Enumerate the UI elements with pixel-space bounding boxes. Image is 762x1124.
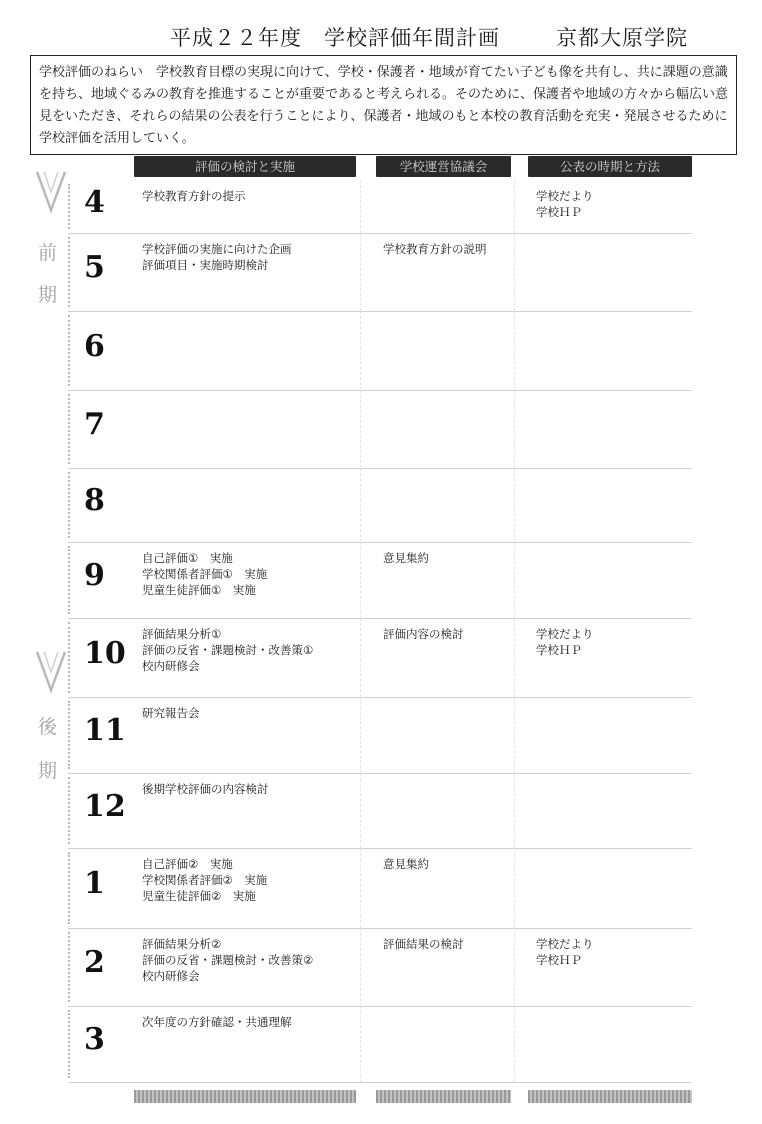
column-divider: [360, 233, 361, 311]
row-divider: [68, 394, 70, 464]
month-label: 7: [84, 407, 105, 442]
row-divider: [68, 701, 70, 769]
cell-line: 学校だより: [536, 189, 594, 203]
second-half-chevron-icon: [34, 650, 68, 694]
cell-line: 自己評価② 実施: [142, 857, 233, 871]
column-divider: [514, 697, 515, 773]
month-label: 10: [84, 635, 126, 671]
cell-line: 意見集約: [383, 857, 429, 871]
row-divider: [68, 622, 70, 693]
cell-line: 学校だより: [536, 937, 594, 951]
column-divider: [360, 542, 361, 618]
column-divider: [360, 928, 361, 1006]
column-divider: [514, 618, 515, 697]
evaluation-cell: [142, 626, 313, 674]
footer-bar: [528, 1090, 692, 1103]
row-divider: [68, 932, 70, 1002]
evaluation-cell: [142, 188, 246, 204]
schedule-row: [68, 848, 692, 929]
first-half-label-2: 期: [38, 284, 58, 306]
column-header-publication: 公表の時期と方法: [528, 156, 692, 177]
row-divider: [68, 1010, 70, 1078]
evaluation-aim-text: 学校評価のねらい 学校教育目標の実現に向けて、学校・保護者・地域が育てたい子ども像を共有し、共に課題の意識を持ち、地域ぐるみの教育を推進することが重要であると考えられる。そのために、保護者や地域の方々から幅広い意見をいただき、それらの結果の公表を行うことにより、保護者・地域のもと本校の教育活動を充実・発展させるために学校評価を活用していく。: [39, 65, 729, 146]
column-header-evaluation: 評価の検討と実施: [134, 156, 356, 177]
publication-cell: [536, 626, 594, 658]
row-divider: [68, 546, 70, 614]
schedule-row: [68, 542, 692, 619]
schedule-row: [68, 773, 692, 849]
column-divider: [360, 618, 361, 697]
council-cell: [383, 626, 464, 642]
month-label: 11: [84, 713, 126, 748]
second-half-label-1: 後: [38, 716, 58, 738]
column-divider: [514, 468, 515, 542]
column-divider: [514, 180, 515, 233]
evaluation-cell: [142, 550, 267, 598]
cell-line: 学校ＨＰ: [536, 643, 582, 657]
column-header-council: 学校運営協議会: [376, 156, 511, 177]
cell-line: 評価の反省・課題検討・改善策②: [142, 953, 314, 967]
evaluation-cell: [142, 856, 267, 904]
school-name: 京都大原学院: [556, 26, 688, 50]
cell-line: 評価内容の検討: [383, 627, 464, 641]
column-divider: [360, 697, 361, 773]
schedule-row: [68, 390, 692, 469]
month-label: 2: [84, 945, 105, 980]
schedule-row: [68, 468, 692, 543]
cell-line: 学校評価の実施に向けた企画: [142, 242, 292, 256]
month-label: 12: [84, 788, 126, 824]
month-label: 5: [84, 250, 105, 285]
council-cell: [383, 241, 487, 257]
month-label: 4: [84, 184, 105, 220]
evaluation-cell: [142, 936, 313, 984]
cell-line: 意見集約: [383, 551, 429, 565]
column-divider: [360, 390, 361, 468]
month-label: 9: [84, 558, 105, 593]
month-label: 8: [84, 483, 105, 518]
column-divider: [514, 928, 515, 1006]
column-divider: [360, 311, 361, 390]
first-half-chevron-icon: [34, 170, 68, 214]
evaluation-aim-box: [30, 55, 737, 155]
cell-line: 校内研修会: [142, 969, 200, 983]
first-half-label-1: 前: [38, 242, 58, 264]
schedule-row: [68, 311, 692, 391]
cell-line: 評価結果分析①: [142, 627, 222, 641]
publication-cell: [536, 188, 594, 220]
row-divider: [68, 315, 70, 386]
column-divider: [514, 773, 515, 848]
month-label: 6: [84, 328, 105, 364]
footer-bar: [134, 1090, 356, 1103]
column-divider: [514, 542, 515, 618]
cell-line: 学校関係者評価② 実施: [142, 873, 268, 887]
cell-line: 評価結果分析②: [142, 937, 222, 951]
council-cell: [383, 856, 429, 872]
cell-line: 自己評価① 実施: [142, 551, 233, 565]
row-divider: [68, 852, 70, 924]
cell-line: 学校ＨＰ: [536, 205, 582, 219]
schedule-row: [68, 697, 692, 774]
column-divider: [514, 311, 515, 390]
cell-line: 学校だより: [536, 627, 594, 641]
council-cell: [383, 550, 429, 566]
cell-line: 後期学校評価の内容検討: [142, 782, 269, 796]
column-divider: [514, 233, 515, 311]
cell-line: 学校関係者評価① 実施: [142, 567, 268, 581]
schedule-row: [68, 233, 692, 312]
column-divider: [514, 390, 515, 468]
cell-line: 研究報告会: [142, 706, 200, 720]
publication-cell: [536, 936, 594, 968]
column-divider: [360, 1006, 361, 1082]
column-divider: [514, 848, 515, 928]
cell-line: 評価の反省・課題検討・改善策①: [142, 643, 314, 657]
footer-bar: [376, 1090, 511, 1103]
second-half-label-2: 期: [38, 760, 58, 782]
cell-line: 学校ＨＰ: [536, 953, 582, 967]
cell-line: 次年度の方針確認・共通理解: [142, 1015, 292, 1029]
evaluation-cell: [142, 1014, 292, 1030]
schedule-row: [68, 618, 692, 698]
column-divider: [360, 848, 361, 928]
row-divider: [68, 777, 70, 844]
schedule-row: [68, 180, 692, 234]
column-divider: [514, 1006, 515, 1082]
council-cell: [383, 936, 464, 952]
month-label: 3: [84, 1022, 105, 1057]
cell-line: 児童生徒評価① 実施: [142, 583, 256, 597]
evaluation-cell: [142, 705, 200, 721]
schedule-row: [68, 1006, 692, 1083]
cell-line: 評価結果の検討: [383, 937, 464, 951]
cell-line: 評価項目・実施時期検討: [142, 258, 269, 272]
row-divider: [68, 472, 70, 538]
evaluation-cell: [142, 781, 269, 797]
schedule-row: [68, 928, 692, 1007]
cell-line: 学校教育方針の説明: [383, 242, 487, 256]
row-divider: [68, 184, 70, 229]
month-label: 1: [84, 866, 105, 901]
evaluation-cell: [142, 241, 292, 273]
page-title: 平成２２年度 学校評価年間計画: [170, 26, 500, 50]
cell-line: 学校教育方針の提示: [142, 189, 246, 203]
cell-line: 児童生徒評価② 実施: [142, 889, 256, 903]
cell-line: 校内研修会: [142, 659, 200, 673]
row-divider: [68, 237, 70, 307]
column-divider: [360, 773, 361, 848]
column-divider: [360, 180, 361, 233]
column-divider: [360, 468, 361, 542]
